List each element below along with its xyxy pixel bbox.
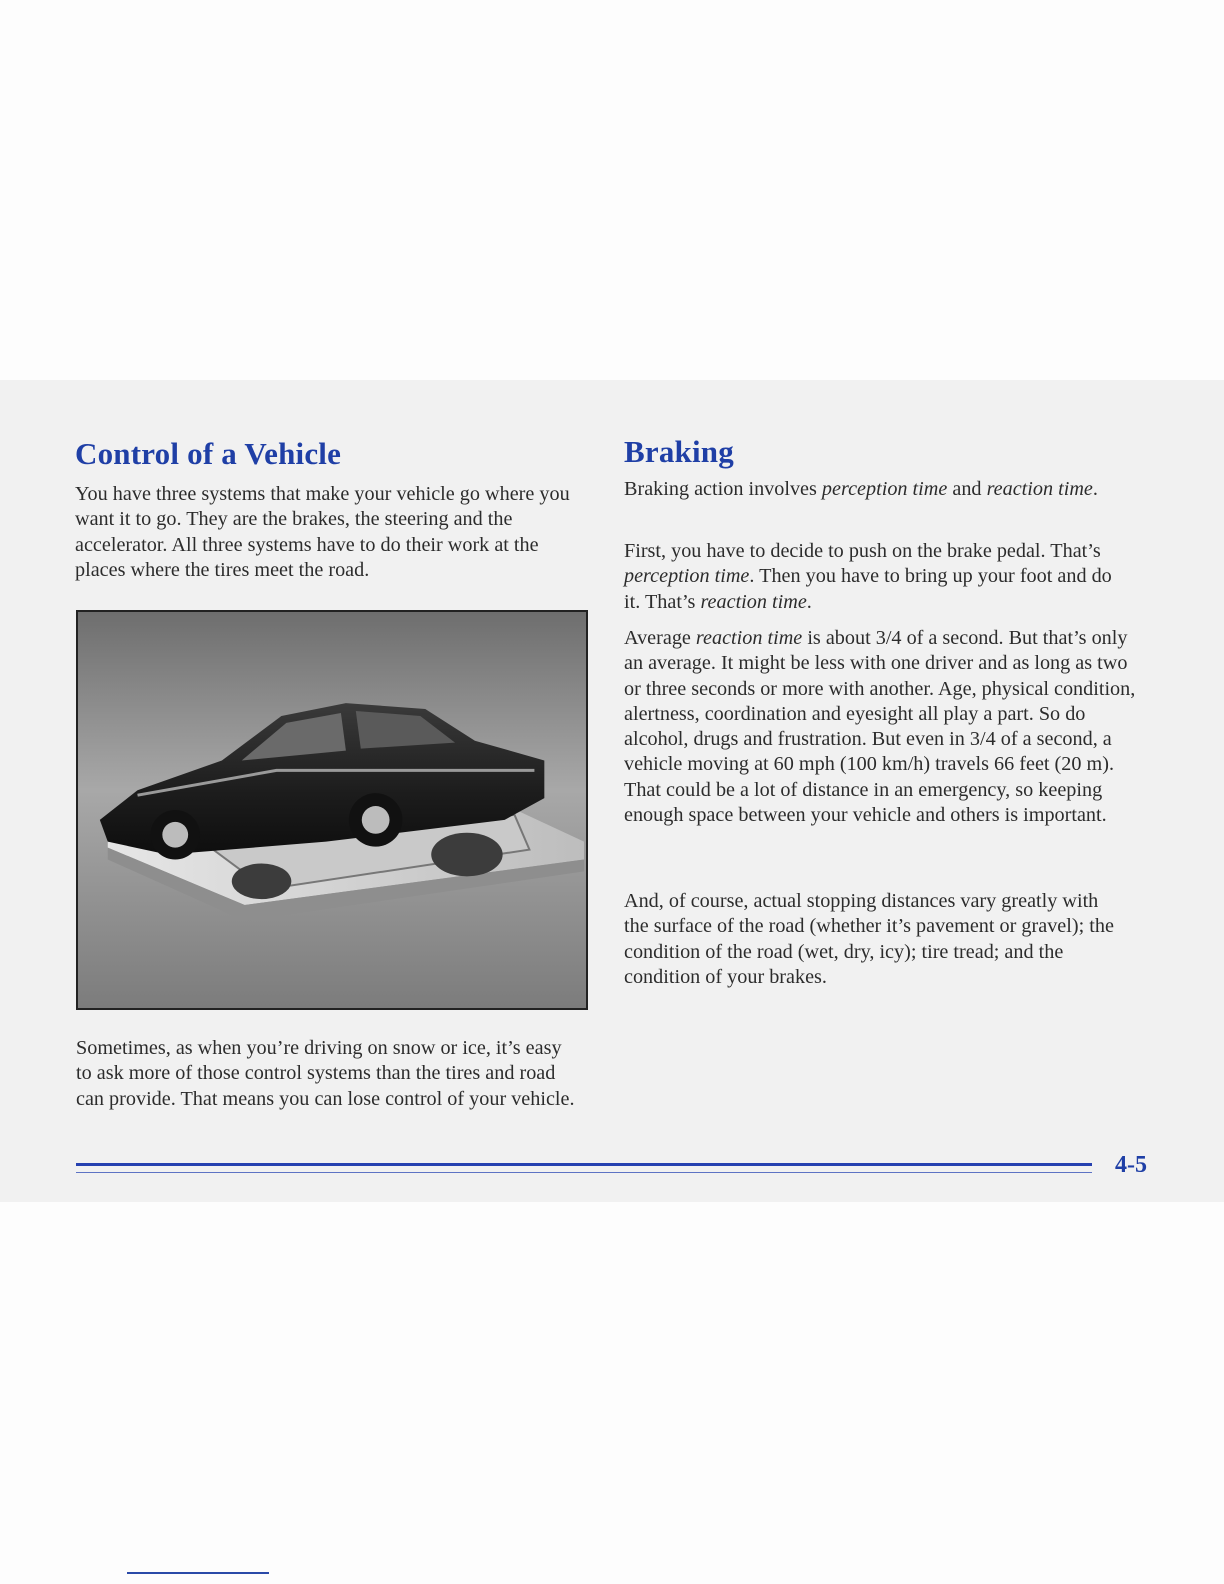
vehicle-illustration xyxy=(76,610,588,1010)
text-span: . xyxy=(1092,478,1098,500)
text-span: . xyxy=(806,590,812,613)
text-span: First, you have to decide to push on the brake pedal. That’s xyxy=(624,540,1101,562)
loss-of-control-paragraph: Sometimes, as when you’re driving on snow or ice, it’s easy to ask more of those control systems than the tires and road can provide. That means you can lose control of your vehicle. xyxy=(76,1037,575,1110)
bottom-footnote-rule xyxy=(127,1572,269,1574)
term-perception-time: perception time xyxy=(624,565,750,588)
page-number: 4-5 xyxy=(1115,1152,1147,1178)
text-span: and xyxy=(947,478,987,500)
text-span: . Then you have to bring up your foot and do it. That’s xyxy=(624,565,1112,613)
footer-rule-thin xyxy=(76,1172,1092,1173)
heading-braking: Braking xyxy=(624,434,734,469)
perception-reaction-paragraph xyxy=(624,539,1129,615)
text-span: is about 3/4 of a second. But that’s only an average. It might be less with one driver and as long as two or three seconds or more with another. Age, physical condition, alertness, coordination and eyesight all play a part. So do alcohol, drugs and frustration. But even in 3/4 of a second, a vehicle moving at 60 mph (100 km/h) travels 66 feet (20 m). That could be a lot of distance in an emergency, so keeping enough space between your vehicle and others is important. xyxy=(624,627,1136,827)
braking-intro-paragraph xyxy=(624,477,1129,502)
term-reaction-time: reaction time xyxy=(986,478,1093,500)
heading-control-of-vehicle: Control of a Vehicle xyxy=(75,436,342,471)
term-reaction-time: reaction time xyxy=(695,627,803,649)
term-perception-time: perception time xyxy=(821,478,948,500)
control-intro-paragraph: You have three systems that make your vehicle go where you want it to go. They are the brakes, the steering and the accelerator. All three systems have to do their work at the places where the tires meet the road. xyxy=(75,483,570,581)
stopping-distance-paragraph: And, of course, actual stopping distances vary greatly with the surface of the road (whether it’s pavement or gravel); the condition of the road (wet, dry, icy); tire tread; and the condition of your brakes. xyxy=(624,890,1114,988)
text-span: Average xyxy=(624,627,696,649)
text-span: Braking action involves xyxy=(624,478,822,500)
car-on-road-icon xyxy=(78,612,586,1008)
term-reaction-time: reaction time xyxy=(700,590,807,613)
footer-rule xyxy=(76,1163,1092,1166)
average-reaction-paragraph xyxy=(624,626,1139,828)
